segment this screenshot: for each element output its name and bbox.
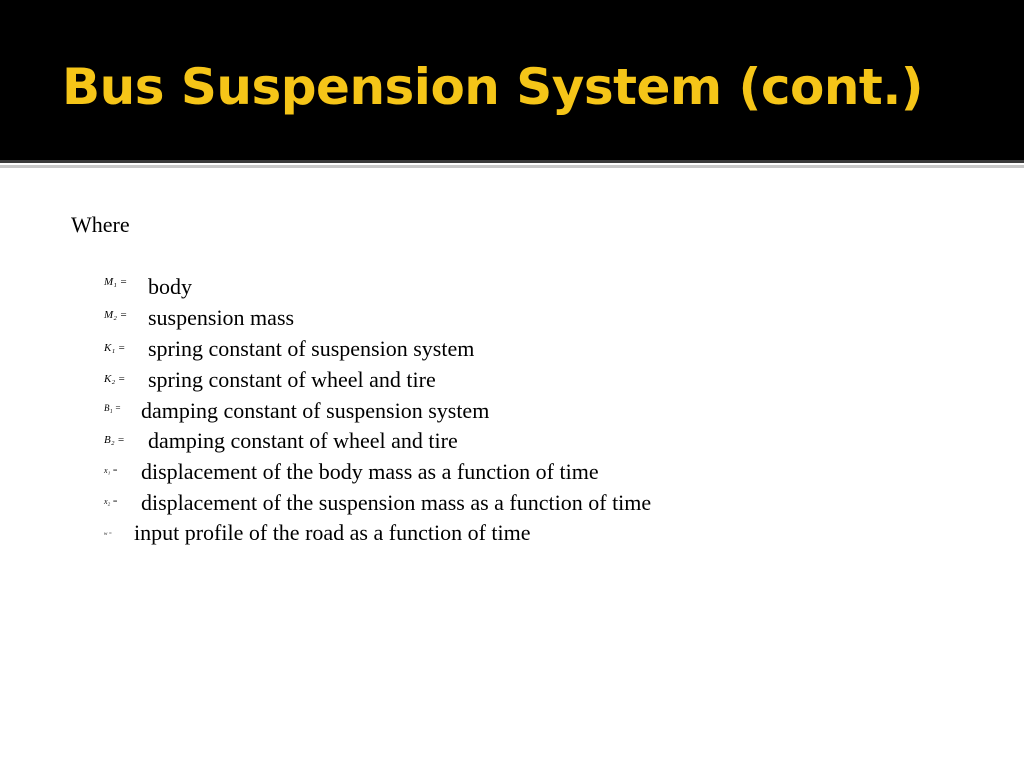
variable-symbol: K₁ = <box>104 342 126 354</box>
variable-description: suspension mass <box>148 305 295 330</box>
variable-symbol: w = <box>104 532 112 537</box>
variable-description: damping constant of wheel and tire <box>148 428 458 453</box>
variable-symbol: x₁ = <box>104 466 118 475</box>
variable-symbol: B₁ = <box>104 403 121 413</box>
variable-symbol: B₂ = <box>104 434 125 446</box>
variable-description: spring constant of suspension system <box>148 336 475 361</box>
variable-description: damping constant of suspension system <box>141 398 490 423</box>
variable-description: body <box>148 274 192 299</box>
variable-symbol: M₁ = <box>104 276 128 288</box>
where-label: Where <box>71 212 130 237</box>
variable-description: displacement of the body mass as a function of time <box>141 459 599 484</box>
variable-symbol: x₂ = <box>104 497 118 506</box>
variable-description: input profile of the road as a function of time <box>134 520 531 545</box>
variable-symbol: K₂ = <box>104 373 126 385</box>
variable-symbol: M₂ = <box>104 309 128 321</box>
variable-description: spring constant of wheel and tire <box>148 367 436 392</box>
slide-title: Bus Suspension System (cont.) <box>62 58 924 116</box>
variable-description: displacement of the suspension mass as a function of time <box>141 490 652 515</box>
